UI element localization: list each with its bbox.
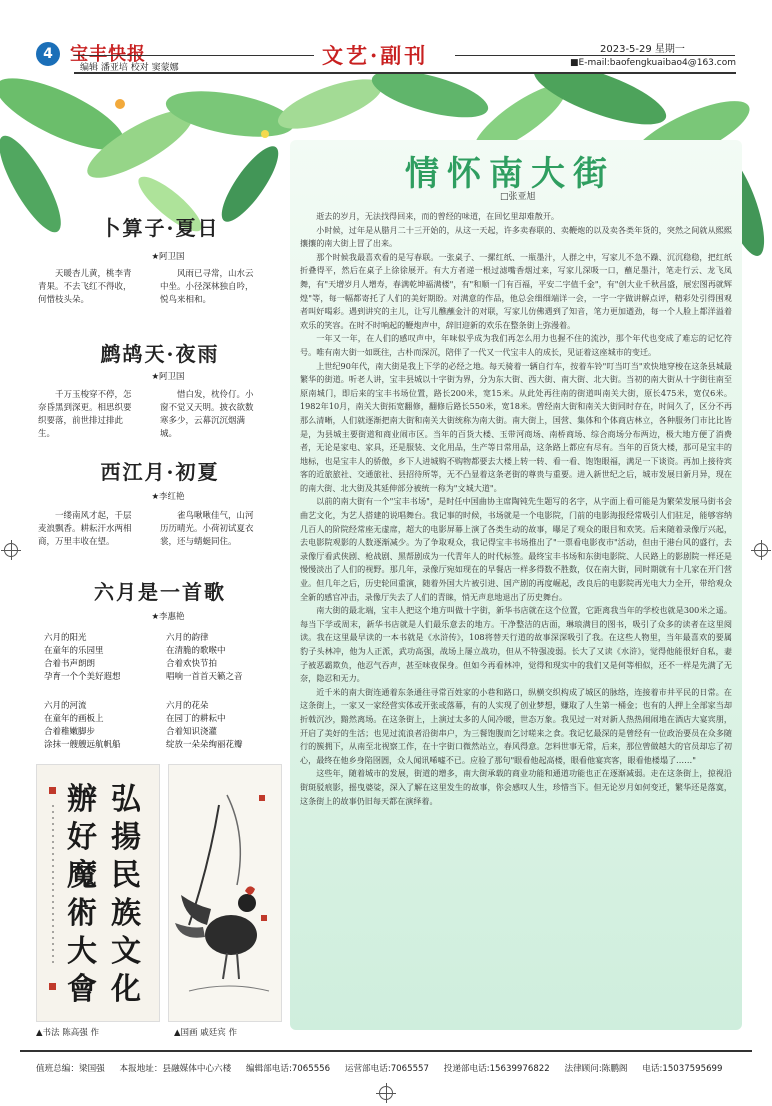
song-stanza <box>166 700 276 752</box>
calligraphy-char: 揚 <box>111 820 141 855</box>
section-title: 文艺·副刊 <box>322 43 429 68</box>
poem-verse <box>38 510 138 549</box>
page-header <box>0 0 772 72</box>
article-paragraph: 一年又一年，在人们的感叹声中，年味似乎成为我们再怎么用力也握不住的流沙，那个年代也变成了难忘的记忆符号。唯有南大街一如既往，古朴而深沉，陪伴了一代又一代宝丰人的成长，见证着这座城市的变迁。 <box>300 333 732 357</box>
footer-item: 编辑部电话:7065556 <box>245 1064 331 1074</box>
song-stanza <box>44 700 154 752</box>
header-rule <box>74 55 314 56</box>
poem-title: 鹧鸪天·夜雨 <box>100 342 220 366</box>
footer-rule <box>20 1050 752 1052</box>
song-line: 涂抹一艘艘远航帆船 <box>44 740 121 750</box>
main-article-body <box>300 210 732 808</box>
calligraphy-char: 弘 <box>111 782 141 817</box>
song-line: 六月的花朵 <box>166 701 209 711</box>
painting-artwork <box>168 764 282 1022</box>
song-line: 在园丁的耕耘中 <box>166 714 226 724</box>
song-line: 合着稚嫩脚步 <box>44 727 96 737</box>
article-paragraph: 那个时候我最喜欢看的是写春联。一张桌子、一摞红纸、一瓶墨汁，人群之中，写家儿不急不躁、沉沉稳稳，把红纸折叠得平，然后在桌子上徐徐展开。有大方者递一根过滤嘴香烟过来，写家儿深吸一口，蘸足墨汁，笔走行云、龙飞凤舞，有"天增岁月人增寿，春满乾坤福满楼"，有"和顺一门有百福，平安二字值千金"，有"创大业千秋昌盛，展宏图再就辉煌"等，每一幅都寄托了人们的美好期盼。对满意的作品，他总会细细端详一会，一字一字做讲解点评，精彩处引得围观者叫好喝彩。遇到讲究的主儿，让写儿醮蘸金汁的对联，写家儿仿佛遇到了知音，笔力更加遒劲，每一个人脸上都洋溢着欢乐的笑容。在时不时响起的鞭炮声中，辞旧迎新的欢乐在整条街上弥漫着。 <box>300 251 732 330</box>
footer-item: 值班总编：梁国强 <box>36 1064 105 1074</box>
registration-mark <box>754 543 768 557</box>
song-line: 合着欢快节拍 <box>166 659 218 669</box>
main-article-title: 情怀南大街 <box>405 154 615 194</box>
calligraphy-artwork <box>36 764 160 1022</box>
poem-verse <box>160 510 260 549</box>
main-article-author: □张亚旭 <box>500 192 536 202</box>
article-paragraph: 上世纪90年代，南大街是我上下学的必经之地。每天骑着一辆自行车，按着车铃"叮当叮当"欢快地穿梭在这条县城最繁华的街道。听老人讲，宝丰县城以十字街为界，分为东大街、西大街、南大街、北大街。当初的南大街从十字街往南至原南城门，即后来的宝丰书场位置，路长200米，宽15米。从此处再往南的街道叫南关大街，原长475米，宽仅6米。1982年10月，南关大街拓宽翻修，翻修后路长550米，宽18米。曾经南大街和南关大街同时存在，时间久了，区分不再那么清晰，人们就逐渐把南大街和南关大街统称为南大街。南大街上，国营、集体和个体商店林立，各种服务门市比比皆是，为县城主要街道和商业闹市区。当年的百货大楼、玉带河商场、南桥商场、综合商场分布两边，极大地方便了消费者，无论是家电、家具，还是服装、文化用品，生产等日常用品，这条路上都应有尽有。当年的百货大楼，那可是宝丰的地标，也是宝丰人的骄傲，乡下人进城购不购物都要去大楼上转一转、看一看、饱饱眼福，满足一下谈资。再加上接待宾客的近旅旅社、交通旅社、县招待所等，无不凸显着这条老街的尊贵与重要。进入新世纪之后，城市发展日新月异，现在的南大街、北大街及其延伸部分被统一称为"文城大道"。 <box>300 360 732 493</box>
article-paragraph: 近千米的南大街连通着东条通往寻常百姓家的小巷和路口，纵横交织构成了城区的脉络，连接着市井平民的日常。在这条街上，一家又一家经营实体或开张或落幕，有的人实现了创业梦想，赚取了人生第一桶金；也有的人押上全部家当却折戟沉沙，黯然离场。在这条街上，上演过太多的人间冷暖，世态万象。我见过一对对新人热热闹闹地在酒店大宴宾朋，开启了美好的生活；也见过流浪者沿街串户，为三餐饱腹而乞讨嗟来之食。我记忆最深的是曾经有一位政治要员在众多随行的簇拥下，从南至北视察工作，在十字街口微然站立，春风得意。怎料世事无常，后来，那位曾做越大的官员却忘了初心，最终在他乡身陷囹圄，众人闻讯唏嘘不已。应验了那句"眼看他起高楼，眼看他宴宾客，眼看他楼塌了……" <box>300 686 732 765</box>
song-line: 六月的韵律 <box>166 633 209 643</box>
issue-date: 2023-5-29 星期一 <box>600 44 685 55</box>
song-line: 六月的河流 <box>44 701 87 711</box>
article-paragraph: 这些年，随着城市的发展，街道的增多，南大街承载的商业功能和通道功能也正在逐渐减弱。走在这条街上，掠视沿街斑驳痕影，摇曳婆娑，深入了解在这里发生的故事，你会感叹人生，珍惜当下。但无论岁月如何变迁，繁华还是落寞，这条街上的故事仍旧每天都在演绎着。 <box>300 768 732 806</box>
calligraphy-image <box>37 765 161 1023</box>
article-paragraph: 小时候，过年是从腊月二十三开始的，从这一天起，许多卖春联的、卖鞭炮的以及卖各类年货的，突然之间就从熙熙攘攘的南大街上冒了出来。 <box>300 224 732 249</box>
poem-author: ★李红艳 <box>151 492 185 502</box>
poem-author: ★阿卫国 <box>151 252 185 262</box>
poem-verse <box>38 268 138 307</box>
footer-item: 电话:15037595699 <box>642 1064 723 1074</box>
rooster-painting-image <box>169 765 283 1023</box>
calligraphy-char: 族 <box>111 896 141 931</box>
poem-verse-text: 雀鸟啾啾佳气，山河历历晴光。小荷初试夏衣裳，还与蜻蜓同住。 <box>160 511 254 547</box>
calligraphy-char: 會 <box>67 972 97 1007</box>
registration-mark <box>4 543 18 557</box>
poem-verse-text: 一缕南风才起，千层麦浪飘香。耕耘汗水两相商，万里丰收在望。 <box>38 511 132 547</box>
song-stanza <box>166 632 276 684</box>
painting-caption: ▲国画 戚廷宾 作 <box>174 1028 237 1038</box>
song-stanza <box>44 632 154 684</box>
song-line: 唱响一首首天籁之音 <box>166 672 243 682</box>
song-line: 绽放一朵朵绚丽花瓣 <box>166 740 243 750</box>
poem-verse-text: 惜白发，枕伶仃。小窗不觉又天明。披衣欲数寒多少，云幕沉沉烟满城。 <box>160 390 254 439</box>
calligraphy-char: 術 <box>67 896 97 931</box>
song-line: 在童年的乐园里 <box>44 646 104 656</box>
calligraphy-char: 辦 <box>67 782 97 817</box>
song-author: ★李惠艳 <box>151 612 185 622</box>
article-paragraph: 以前的南大街有一个"宝丰书场"，是时任中国曲协主席陶钝先生题写的名字，从字面上看可能是为繁荣发展马街书会曲艺文化，为艺人搭建的说唱舞台。我记事的时候，书场就是一个电影院，门前的电影海报经常吸引人们驻足，能够容纳几百人的阶院经常座无虚席，超大的电影屏幕上演了各类生动的故事，曝足了观众的眼目和欢笑。后来随着录像厅兴起，去电影院观影的人数逐渐减少。为了争取观众，我记得宝丰书场推出了"一票看电影夜市"活动，但由于港台风的盛行，去录像厅看武侠剧、枪战剧、黑帮剧成为一代青年人的时代标签。最终宝丰书场和东街电影院、人民路上的影剧院一样还是慢慢淡出了人们的视野。那几年，录像厅宛如现在的早餐店一样多得数不胜数，仅在南大街，同时期就有十几家在开门营业。但几年之后，历史轮回重演，随着外国大片被引进、国产剧的再度崛起，改良后的电影院再光电大力全开，带给观众全新的感官冲击，录像厅失去了人们的青睐，悄无声息地退出了历史舞台。 <box>300 496 732 602</box>
song-line: 孕育一个个美好遐想 <box>44 672 121 682</box>
song-line: 六月的阳光 <box>44 633 87 643</box>
footer-item: 运营部电话:7065557 <box>344 1064 429 1074</box>
poem-verse-text: 千万玉梭穿不停，怎奈昏黑到深更。相思织要织要落，前世排过排此生。 <box>38 390 132 439</box>
poem-verse-text: 风雨已寻常，山水云中坐。小径深林独自吟，悦鸟来相和。 <box>160 269 254 305</box>
poem-verse <box>160 268 260 307</box>
footer-item: 法律顾问:陈鹏阁 <box>564 1064 628 1074</box>
article-paragraph: 南大街的最北端，宝丰人把这个地方叫做十字街，新华书店就在这个位置，它距离我当年的学校也就是300米之遥。每当下学或周末，新华书店就是人们最乐意去的地方。干净整洁的店面，琳琅满目的图书，吸引了众多的读者在这里阅读。我在这里最早读的一本书就是《水浒传》，108将替天行道的故事深深吸引了我。在这些人物里，当年最喜欢的要属豹子头林冲，他为人正派，武功高强，战场上屡立战功，但从不特强凌弱。长大了又读《水浒》，觉得他能很好自私，妻子被恶霸欺负，他忍气吞声，甚至味夜保身。但如今再看林冲，觉得和现实中的我们又是何等相似，还不一样是先满了无奈，隐忍和无力。 <box>300 605 732 684</box>
page-footer <box>36 1062 735 1074</box>
poem-title: 西江月·初夏 <box>100 460 220 484</box>
page-number-badge: 4 <box>36 42 60 66</box>
poem-verse-text: 天暖杏儿黄，桃李青青果。不去飞红不得收，何惜枝头朵。 <box>38 269 132 305</box>
calligraphy-char: 魔 <box>67 858 97 893</box>
poem-verse <box>38 389 138 441</box>
song-line: 合着书声朗朗 <box>44 659 96 669</box>
footer-item: 投递部电话:15639976822 <box>443 1064 550 1074</box>
paper-name: 宝丰快报 <box>70 44 146 65</box>
registration-mark <box>379 1086 393 1100</box>
calligraphy-char: 好 <box>67 820 97 855</box>
song-line: 在清脆的歌喉中 <box>166 646 226 656</box>
poem-author: ★阿卫国 <box>151 372 185 382</box>
editor-credits: 编辑 潘亚培 校对 窦蒙娜 <box>80 63 179 73</box>
calligraphy-caption: ▲书法 陈高强 作 <box>36 1028 99 1038</box>
header-rule <box>455 55 735 56</box>
footer-item: 本报地址：县融媒体中心六楼 <box>119 1064 232 1074</box>
song-line: 在童年的画板上 <box>44 714 104 724</box>
calligraphy-char: 文 <box>111 934 141 969</box>
poem-title: 卜算子·夏日 <box>100 216 220 240</box>
calligraphy-char: 民 <box>111 858 141 893</box>
song-line: 合着知识浇灌 <box>166 727 218 737</box>
article-paragraph: 逝去的岁月，无法找得回来，而的曾经的味道，在回忆里却难散开。 <box>316 211 560 221</box>
calligraphy-char: 大 <box>67 934 97 969</box>
song-title: 六月是一首歌 <box>94 580 226 604</box>
contact-email: ■E-mail:baofengkuaibao4@163.com <box>570 58 736 68</box>
calligraphy-char: 化 <box>111 972 141 1007</box>
poem-verse <box>160 389 260 441</box>
